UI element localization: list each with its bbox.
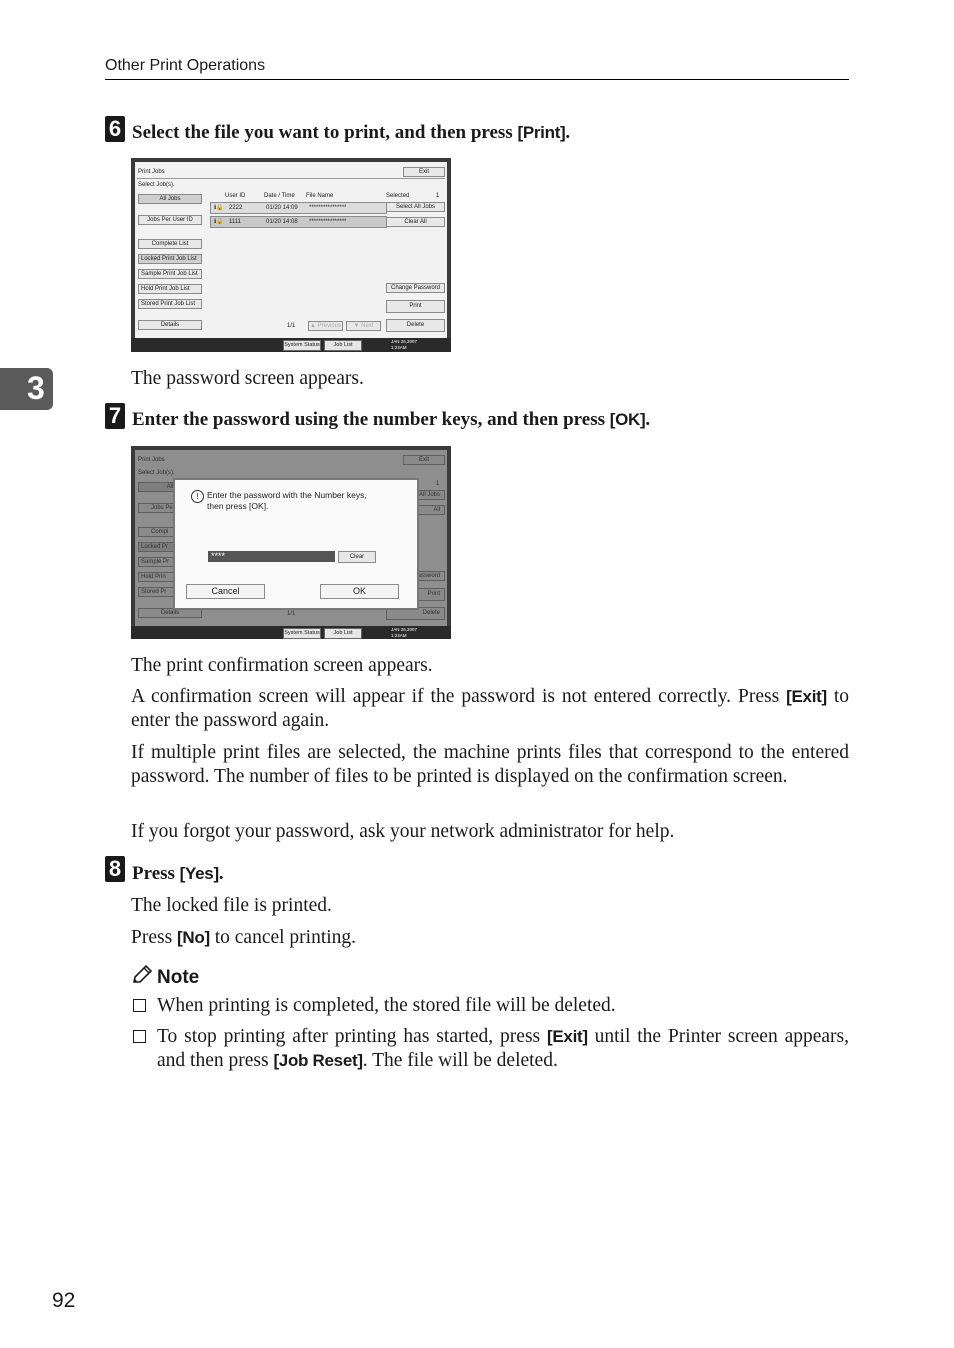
checkbox-bullet-icon — [133, 1030, 146, 1043]
running-header: Other Print Operations — [105, 57, 266, 74]
sample-print-list-button[interactable]: Sample Print Job List — [138, 269, 202, 279]
dialog-message-line1: Enter the password with the Number keys, — [207, 490, 367, 500]
note-title: Note — [157, 967, 200, 988]
step-8-marker: 8 — [105, 856, 125, 882]
page-indicator: 1/1 — [287, 323, 296, 329]
lock-icon: ℹ🔒 — [214, 219, 224, 225]
step-8-key: [Yes] — [179, 864, 219, 883]
previous-button[interactable] — [308, 321, 343, 331]
password-field[interactable]: **** — [208, 551, 335, 562]
chapter-number: 3 — [27, 370, 45, 406]
details-button[interactable]: Details — [138, 320, 202, 330]
up-arrow-icon: ▲ — [310, 323, 318, 329]
step-6-post: . — [565, 122, 571, 143]
complete-list-button[interactable]: Complete List — [138, 239, 202, 249]
paragraph-multiple-files: If multiple print files are selected, the machine prints files that correspond to the entered password. The number of files to be printed is displayed on the confirmation screen. — [131, 742, 849, 787]
note-item-1: When printing is completed, the stored file will be deleted. — [157, 995, 616, 1016]
col-file-name: File Name — [306, 193, 334, 199]
system-status-button[interactable]: System Status — [283, 628, 321, 639]
pencil-icon — [131, 964, 153, 991]
note-2-key2: [Job Reset] — [273, 1051, 363, 1070]
system-status-button[interactable]: System Status — [283, 340, 321, 351]
print-jobs-screenshot — [131, 158, 451, 352]
press-no-post: to cancel printing. — [209, 927, 357, 948]
locked-printed-text: The locked file is printed. — [131, 895, 332, 916]
info-icon: ! — [191, 490, 204, 503]
lock-icon: ℹ🔒 — [214, 205, 224, 211]
select-all-button[interactable]: Select All Jobs — [386, 202, 445, 212]
p1-pre: A confirmation screen will appear if the password is not entered correctly. Press — [131, 686, 787, 707]
next-label: Next — [361, 323, 374, 329]
password-screen — [135, 450, 447, 626]
checkbox-bullet-icon — [133, 999, 146, 1012]
row-date: 01/20 14:08 — [266, 219, 298, 225]
all-jobs-button[interactable]: All Jobs — [138, 194, 202, 204]
next-button[interactable] — [346, 321, 381, 331]
step-7-key: [OK] — [609, 410, 646, 429]
status-bar — [131, 626, 451, 639]
col-user-id: User ID — [225, 193, 246, 199]
stored-print-list-button[interactable]: Stored Print Job List — [138, 299, 202, 309]
date: JAN 26,2007 — [390, 627, 417, 632]
step-6-pre: Select the file you want to print, and then press — [132, 122, 518, 143]
step-6-marker: 6 — [105, 116, 125, 142]
title-divider — [137, 178, 445, 179]
note-2-post: . The file will be deleted. — [362, 1050, 558, 1071]
cancel-button[interactable]: Cancel — [186, 584, 265, 599]
select-prompt: Select Job(s). — [138, 182, 175, 188]
down-arrow-icon: ▼ — [353, 323, 362, 329]
press-no-key: [No] — [177, 928, 210, 947]
page-number: 92 — [52, 1289, 76, 1312]
time: 1:23AM — [390, 633, 407, 638]
step-6-text — [132, 122, 570, 144]
time: 1:23AM — [390, 345, 407, 350]
selected-label: Selected — [386, 193, 410, 199]
date-time — [391, 339, 417, 351]
step-7-marker: 7 — [105, 403, 125, 429]
step-8-post: . — [218, 863, 224, 884]
row-file: **************** — [309, 205, 347, 211]
step-6-key: [Print] — [517, 123, 566, 142]
press-no-pre: Press — [131, 927, 178, 948]
step-7-post: . — [645, 409, 651, 430]
hold-print-list-button[interactable]: Hold Print Job List — [138, 284, 202, 294]
row-user: 2222 — [229, 205, 243, 211]
status-bar — [131, 338, 451, 352]
job-row[interactable] — [210, 216, 387, 228]
previous-label: Previous — [317, 323, 341, 329]
press-no-text — [131, 926, 356, 950]
p1-post: to enter the password again. — [131, 686, 849, 731]
jobs-per-user-button[interactable]: Jobs Per User ID — [138, 215, 202, 225]
paragraph-forgot-password: If you forgot your password, ask your network administrator for help. — [131, 821, 675, 842]
note-2-mid: until the Printer screen appears, and then press — [157, 1026, 850, 1071]
note-item-2 — [157, 1025, 849, 1073]
date: JAN 26,2007 — [390, 339, 417, 344]
step-7-text — [132, 409, 650, 431]
screen-title: Print Jobs — [138, 169, 165, 175]
password-screen-text: The password screen appears. — [131, 368, 364, 389]
dialog-message-line2: then press [OK]. — [207, 501, 269, 511]
locked-print-list-button[interactable]: Locked Print Job List — [138, 254, 202, 264]
exit-button[interactable]: Exit — [403, 167, 445, 177]
paragraph-wrong-password — [131, 685, 849, 733]
step-8-text — [132, 863, 224, 885]
chapter-tab — [0, 368, 53, 410]
step-7-pre: Enter the password using the number keys, and then press — [132, 409, 610, 430]
password-screenshot — [131, 446, 451, 639]
print-button[interactable]: Print — [386, 300, 445, 313]
note-2-key1: [Exit] — [547, 1027, 588, 1046]
header-rule — [105, 79, 849, 80]
confirm-screen-text: The print confirmation screen appears. — [131, 655, 433, 676]
ok-button[interactable]: OK — [320, 584, 399, 599]
selected-count: 1 — [436, 193, 440, 199]
job-row[interactable] — [210, 202, 387, 214]
row-user: 1111 — [229, 219, 242, 225]
password-dialog — [173, 478, 419, 610]
row-file: **************** — [309, 219, 347, 225]
job-list-button[interactable]: Job List — [324, 340, 362, 351]
delete-button[interactable]: Delete — [386, 319, 445, 332]
clear-all-button[interactable]: Clear All — [386, 217, 445, 227]
change-password-button[interactable]: Change Password — [386, 283, 445, 293]
col-date-time: Date / Time — [264, 193, 295, 199]
step-8-pre: Press — [132, 863, 180, 884]
p1-key: [Exit] — [786, 687, 827, 706]
clear-button[interactable]: Clear — [338, 551, 376, 563]
row-date: 01/20 14:09 — [266, 205, 298, 211]
print-jobs-screen — [135, 162, 447, 338]
note-2-pre: To stop printing after printing has started, press — [157, 1026, 548, 1047]
date-time — [391, 627, 417, 639]
job-list-button[interactable]: Job List — [324, 628, 362, 639]
